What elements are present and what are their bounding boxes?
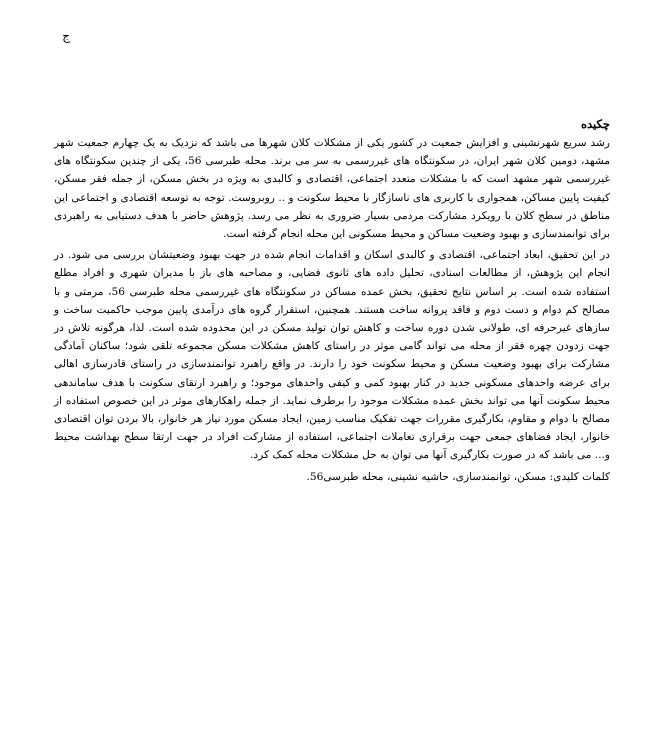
abstract-section xyxy=(54,115,610,486)
abstract-heading: چکیده xyxy=(581,117,610,131)
abstract-paragraph-2: در این تحقیق، ابعاد اجتماعی، اقتصادی و کالبدی اسکان و اقدامات انجام شده در جهت بهبود وضعیتشان بررسی می شود. در انجام این پژوهش، از مطالعات اسنادی، تحلیل داده های ثانوی فضایی، و مصاحبه های باز با مدیران شهری و افراد مطلع استفاده شده است. بر اساس نتایج تحقیق، بخش عمده مساکن در سکونتگاه های غیررسمی محله طبرسی 56، مرمتی و با مصالح کم دوام و دست دوم و فاقد پروانه ساخت هستند. همچنین، استقرار گروه های درآمدی پایین موجب حاکمیت ساخت و سازهای غیرحرفه ای، طولانی شدن دوره ساخت و کاهش توان تولید مسکن در این محدوده شده است. لذا، هرگونه تلاش در جهت زدودن چهره فقر از محله می تواند گامی موثر در راستای کاهش مشکلات مسکن مجموعه تلقی شود؛ ساکنان آمادگی مشارکت برای بهبود وضعیت مسکن و محیط سکونت خود را دارند. در واقع راهبرد توانمندسازی در راستای قادرسازی اهالی برای عرضه واحدهای مسکونی جدید در کنار بهبود کمی و کیفی واحدهای موجود؛ و راهبرد ارتقای سکونت با هدف ساماندهی محیط سکونت آنها می تواند بخش عمده مشکلات موجود را برطرف نماید. از جمله راهکارهای موثر در این خصوص استفاده از مصالح با دوام و مقاوم، بکارگیری مقررات جهت تفکیک مناسب زمین، ایجاد مسکن مورد نیاز هر خانوار، بالا بردن توان اقتصادی خانوار، ایجاد فضاهای جمعی جهت برقراری تعاملات اجتماعی، استفاده از مشارکت افراد در جهت ارتقا سطح بهداشت محیط و... می باشد که در صورت بکارگیری آنها می توان به حل مشکلات محله کمک کرد. xyxy=(54,249,610,462)
abstract-paragraph-1: رشد سریع شهرنشینی و افزایش جمعیت در کشور یکی از مشکلات کلان شهرها می باشد که نزدیک به یک چهارم جمعیت شهر مشهد، دومین کلان شهر ایران، در سکونتگاه های غیررسمی به سر می برند. محله طبرسی 56، یکی از چندین سکونتگاه های غیررسمی شهر مشهد است که با مشکلات متعدد اجتماعی، اقتصادی و کالبدی به ویژه در بخش مسکن، از جمله فقر مسکن، کیفیت پایین مساکن، همجواری با کاربری های ناسازگار با محیط سکونت و .. روبروست. توجه به توسعه اقتصادی و اجتماعی این مناطق در سطح کلان با رویکرد مشارکت مردمی بسیار ضروری به نظر می رسد. پژوهش حاضر با هدف دستیابی به راهبردی برای توانمندسازی و بهبود وضعیت مساکن و محیط مسکونی این محله انجام گرفته است. xyxy=(54,137,610,241)
keywords-line: کلمات کلیدی: مسکن، توانمندسازی، حاشیه نشینی، محله طبرسی56. xyxy=(306,470,610,483)
page-number: ج xyxy=(62,29,70,43)
